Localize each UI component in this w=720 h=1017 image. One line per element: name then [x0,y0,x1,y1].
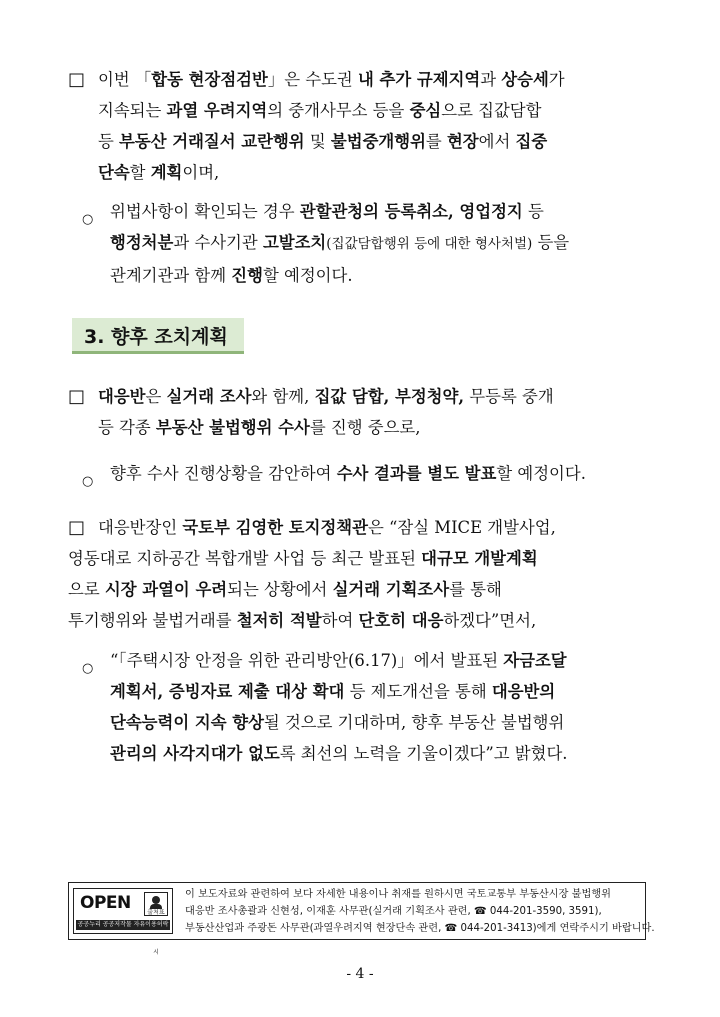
contact-footer-box [68,882,655,956]
footer-line: 이 보도자료와 관련하여 보다 자세한 내용이나 취재를 원하시면 국토교통부 부동산시장 불법행위 [185,889,612,900]
text-line: 향후 수사 진행상황을 감안하여 수사 결과를 별도 발표할 예정이다. [110,464,586,483]
text-line: 계획서, 증빙자료 제출 대상 확대 등 제도개선을 통해 대응반의 [110,682,556,701]
text-line: 대응반은 실거래 조사와 함께, 집값 담합, 부정청약, 무등록 중개 [98,387,554,406]
paragraph-quote [68,512,650,636]
paragraph-expectation [82,645,650,769]
text-line: 위법사항이 확인되는 경우 관할관청의 등록취소, 영업정지 등 [110,202,544,221]
text-line: 등 각종 부동산 불법행위 수사를 진행 중으로, [98,418,421,437]
section-heading: 3. 향후 조치계획 [72,318,244,354]
page-number: - 4 - [346,966,374,982]
paragraph-enforcement [68,64,650,188]
square-bullet: □ [68,69,86,90]
square-bullet: □ [68,517,86,538]
attribution-badge-icon: 출처표시 [144,892,168,916]
text-line: 대응반장인 국토부 김영한 토지정책관은 “잠실 MICE 개발사업, [98,518,556,537]
square-bullet: □ [68,386,86,407]
text-line: 으로 시장 과열이 우려되는 상황에서 실거래 기획조사를 통해 [68,580,502,599]
text-line: 행정처분과 수사기관 고발조치(집값담합행위 등에 대한 형사처벌) 등을 [110,233,570,252]
text-line: 이번 「합동 현장점검반」은 수도권 내 추가 규제지역과 상승세가 [98,70,565,89]
text-line: 단속능력이 지속 향상될 것으로 기대하며, 향후 부동산 불법행위 [110,713,565,732]
text-line: 영동대로 지하공간 복합개발 사업 등 최근 발표된 대규모 개발계획 [68,549,538,568]
open-logo-text: OPEN [80,893,131,913]
footer-line: 부동산산업과 주광돈 사무관(과열우려지역 현장단속 관련, ☎ 044-201-3413)에게 연락주시기 바랍니다. [185,923,655,934]
text-line: 지속되는 과열 우려지역의 중개사무소 등을 중심으로 집값담합 [98,101,542,120]
text-line: 등 부동산 거래질서 교란행위 및 불법중개행위를 현장에서 집중 [98,132,548,151]
text-line: 투기행위와 불법거래를 철저히 적발하여 단호히 대응하겠다”면서, [68,611,537,630]
paragraph-announcement [82,458,650,489]
text-line: 관리의 사각지대가 없도록 최선의 노력을 기울이겠다”고 밝혔다. [110,744,568,763]
footer-line: 대응반 조사총괄과 신현성, 이재훈 사무관(실거래 기획조사 관련, ☎ 044-201-3590, 3591), [185,906,602,917]
text-line: 관계기관과 함께 진행할 예정이다. [110,266,353,285]
circle-bullet: ○ [82,661,94,676]
circle-bullet: ○ [82,474,94,489]
kogl-open-license-logo [73,888,173,956]
footer-contact-text [185,886,655,937]
paragraph-task-force [68,381,650,443]
circle-bullet: ○ [82,212,94,227]
text-line: “「주택시장 안정을 위한 관리방안(6.17)」에서 발표된 자금조달 [110,651,567,670]
logo-caption: 공공누리 공공저작물 자유이용허락 [77,921,169,928]
text-line: 단속할 계획이며, [98,163,220,182]
paragraph-penalties [82,196,650,291]
